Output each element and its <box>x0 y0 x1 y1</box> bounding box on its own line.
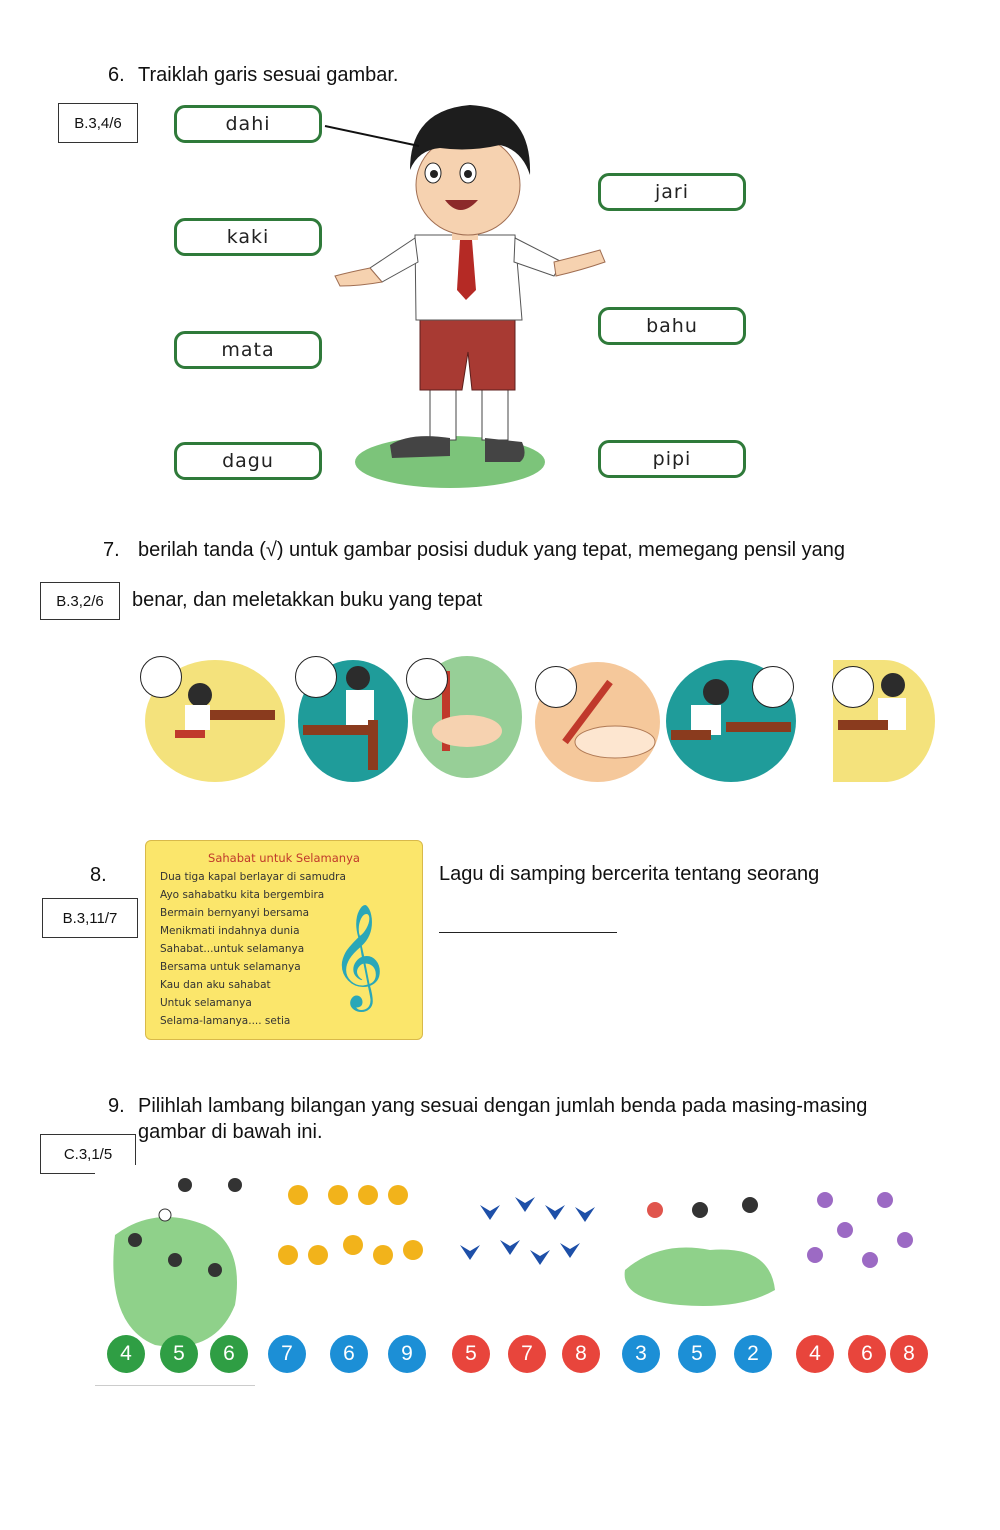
number-option-button[interactable]: 8 <box>890 1335 928 1373</box>
label-pipi[interactable]: pipi <box>598 440 746 478</box>
number-option-button[interactable]: 4 <box>107 1335 145 1373</box>
checkbox-picture-4[interactable] <box>535 666 577 708</box>
number-option-button[interactable]: 5 <box>678 1335 716 1373</box>
picture-butterflies <box>800 1185 930 1295</box>
q7-number: 7. <box>103 539 120 561</box>
song-line: Bermain bernyanyi bersama <box>160 907 310 919</box>
q8-code-box: B.3,11/7 <box>42 898 138 938</box>
number-option-button[interactable]: 6 <box>848 1335 886 1373</box>
q9-number: 9. <box>108 1095 125 1117</box>
number-option-button[interactable]: 6 <box>210 1335 248 1373</box>
checkbox-picture-6[interactable] <box>832 666 874 708</box>
picture-sunflowers <box>268 1180 428 1310</box>
song-line: Kau dan aku sahabat <box>160 979 271 991</box>
song-line: Ayo sahabatku kita bergembira <box>160 889 325 901</box>
number-option-button[interactable]: 7 <box>268 1335 306 1373</box>
checkbox-picture-2[interactable] <box>295 656 337 698</box>
treble-clef-icon: 𝄞 <box>331 903 385 1008</box>
song-line: Bersama untuk selamanya <box>160 961 301 973</box>
number-option-button[interactable]: 9 <box>388 1335 426 1373</box>
q6-number: 6. <box>108 64 125 86</box>
q9-instruction-line1: Pilihlah lambang bilangan yang sesuai dengan jumlah benda pada masing-masing <box>138 1095 868 1117</box>
number-option-button[interactable]: 6 <box>330 1335 368 1373</box>
q9-instruction-line2: gambar di bawah ini. <box>138 1121 323 1143</box>
song-line: Untuk selamanya <box>160 997 252 1009</box>
checkbox-picture-1[interactable] <box>140 656 182 698</box>
q8-answer-line[interactable] <box>439 932 617 933</box>
number-option-button[interactable]: 8 <box>562 1335 600 1373</box>
checkbox-picture-5[interactable] <box>752 666 794 708</box>
q7-instruction-line1: berilah tanda (√) untuk gambar posisi duduk yang tepat, memegang pensil yang <box>138 539 845 561</box>
q8-question: Lagu di samping bercerita tentang seorang <box>439 863 820 885</box>
label-dagu[interactable]: dagu <box>174 442 322 480</box>
picture-blue-birds <box>450 1185 600 1295</box>
song-lyrics-card <box>145 840 423 1040</box>
match-line-dahi <box>323 120 423 150</box>
label-kaki[interactable]: kaki <box>174 218 322 256</box>
q9-code-box: C.3,1/5 <box>40 1134 136 1174</box>
number-option-button[interactable]: 5 <box>160 1335 198 1373</box>
boy-illustration <box>300 90 640 490</box>
song-title: Sahabat untuk Selamanya <box>208 851 360 865</box>
number-option-button[interactable]: 4 <box>796 1335 834 1373</box>
q7-code-box: B.3,2/6 <box>40 582 120 620</box>
number-option-button[interactable]: 7 <box>508 1335 546 1373</box>
label-bahu[interactable]: bahu <box>598 307 746 345</box>
q8-number: 8. <box>90 864 107 886</box>
label-dahi[interactable]: dahi <box>174 105 322 143</box>
label-mata[interactable]: mata <box>174 331 322 369</box>
picture-children-group <box>620 1190 780 1310</box>
q6-instruction: Traiklah garis sesuai gambar. <box>138 64 399 86</box>
checkbox-picture-3[interactable] <box>406 658 448 700</box>
song-line: Dua tiga kapal berlayar di samudra <box>160 871 346 883</box>
number-option-button[interactable]: 3 <box>622 1335 660 1373</box>
label-jari[interactable]: jari <box>598 173 746 211</box>
number-option-button[interactable]: 5 <box>452 1335 490 1373</box>
q7-instruction-line2: benar, dan meletakkan buku yang tepat <box>132 589 483 611</box>
song-line: Menikmati indahnya dunia <box>160 925 300 937</box>
q6-code-box: B.3,4/6 <box>58 103 138 143</box>
song-line: Selama-lamanya.... setia <box>160 1015 291 1027</box>
song-line: Sahabat...untuk selamanya <box>160 943 305 955</box>
number-option-button[interactable]: 2 <box>734 1335 772 1373</box>
